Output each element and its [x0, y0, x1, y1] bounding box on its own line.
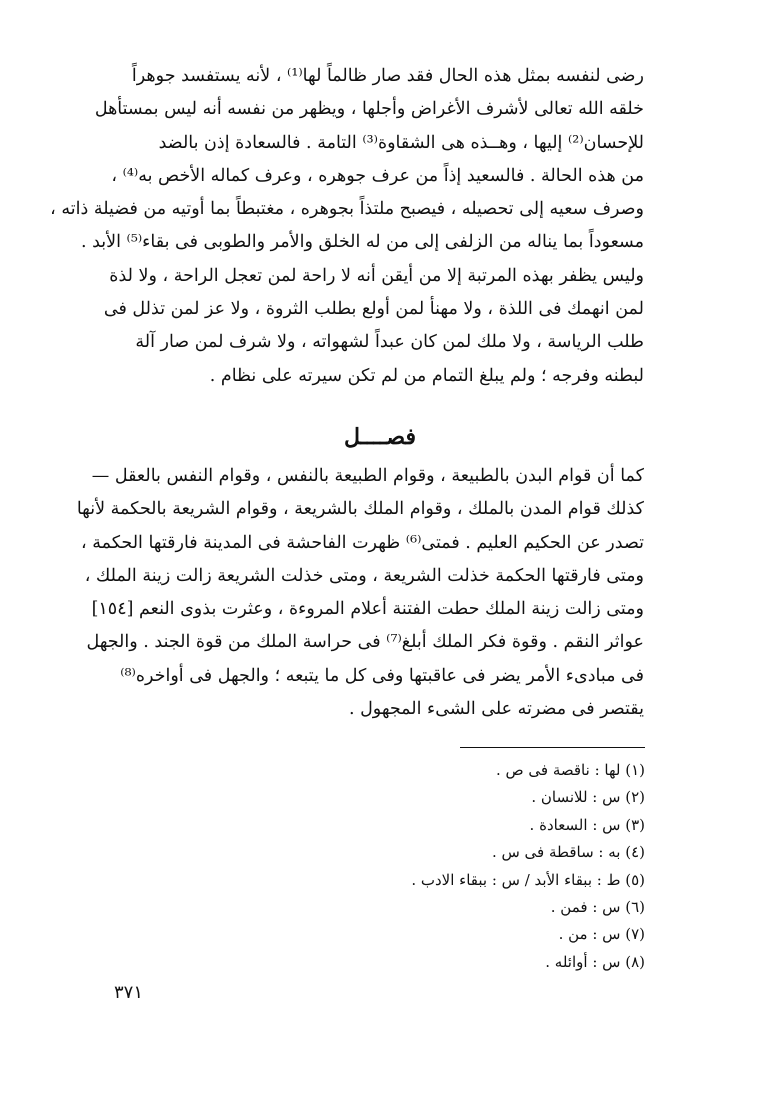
- text-line: من هذه الحالة . فالسعيد إذاً من عرف جوهره ، وعرف كماله الأخص به⁽⁴⁾ ،: [111, 165, 644, 186]
- text-line: لمن انهمك فى اللذة ، ولا مهنأ لمن أولع بطلب الثروة ، ولا عز لمن تذلل فى: [103, 299, 644, 320]
- footnote-divider: [460, 747, 645, 748]
- text-line: فى مبادىء الأمر يضر فى عاقبتها وفى كل ما يتبعه ؛ والجهل فى أواخره⁽⁸⁾: [120, 665, 644, 686]
- text-line: للإحسان⁽²⁾ إليها ، وهــذه هى الشقاوة⁽³⁾ التامة . فالسعادة إذن بالضد: [158, 132, 644, 153]
- footnote: (٣) س : السعادة .: [529, 815, 645, 834]
- text-line: لبطنه وفرجه ؛ ولم يبلغ التمام من لم تكن سيرته على نظام .: [209, 365, 644, 386]
- text-line: عواثر النقم . وقوة فكر الملك أبلغ⁽⁷⁾ فى حراسة الملك من قوة الجند . والجهل: [86, 632, 644, 653]
- section-heading: فصــــل: [343, 424, 417, 450]
- footnote: (٨) س : أوائله .: [545, 952, 645, 971]
- footnote: (٥) ط : ببقاء الأبد / س : ببقاء الادب .: [411, 870, 645, 889]
- footnote: (٤) به : ساقطة فى س .: [491, 843, 645, 862]
- text-line: خلقه الله تعالى لأشرف الأغراض وأجلها ، ويظهر من نفسه أنه ليس بمستأهل: [94, 99, 644, 120]
- footnote: (٦) س : فمن .: [550, 897, 645, 916]
- footnote: (٧) س : من .: [558, 925, 645, 944]
- page-number: ٣٧١: [114, 982, 144, 1003]
- text-line: يقتصر فى مضرته على الشىء المجهول .: [348, 699, 644, 720]
- paragraph-1: [50, 60, 644, 393]
- footnotes: [300, 757, 645, 976]
- paragraph-2: [76, 460, 644, 726]
- text-line: مسعوداً بما يناله من الزلفى إلى من له الخلق والأمر والطوبى فى بقاء⁽⁵⁾ الأبد .: [80, 232, 644, 253]
- footnote: (١) لها : ناقصة فى ص .: [495, 761, 645, 779]
- text-line: كذلك قوام المدن بالملك ، وقوام الملك بالشريعة ، وقوام الشريعة بالحكمة لأنها: [76, 499, 644, 520]
- text-line: وصرف سعيه إلى تحصيله ، فيصبح ملتذاً بجوهره ، مغتبطاً بما أوتيه من فضيلة ذاته ،: [50, 199, 644, 220]
- footnote: (٢) س : للانسان .: [531, 788, 645, 807]
- text-line: وليس يظفر بهذه المرتبة إلا من أيقن أنه لا راحة لمن تعجل الراحة ، ولا لذة: [109, 265, 644, 286]
- text-line: طلب الرياسة ، ولا ملك لمن كان عبداً لشهواته ، ولا شرف لمن صار آلة: [135, 332, 644, 353]
- text-line: ومتى فارقتها الحكمة خذلت الشريعة ، ومتى خذلت الشريعة زالت زينة الملك ،: [84, 565, 644, 586]
- text-line: رضى لنفسه بمثل هذه الحال فقد صار ظالماً لها⁽¹⁾ ، لأنه يستفسد جوهراً: [131, 66, 644, 86]
- text-line: ومتى زالت زينة الملك حطت الفتنة أعلام المروءة ، وعثرت بذوى النعم [١٥٤]: [91, 599, 644, 620]
- text-line: كما أن قوام البدن بالطبيعة ، وقوام الطبيعة بالنفس ، وقوام النفس بالعقل —: [91, 466, 644, 486]
- text-line: تصدر عن الحكيم العليم . فمتى⁽⁶⁾ ظهرت الفاحشة فى المدينة فارقتها الحكمة ،: [81, 532, 644, 553]
